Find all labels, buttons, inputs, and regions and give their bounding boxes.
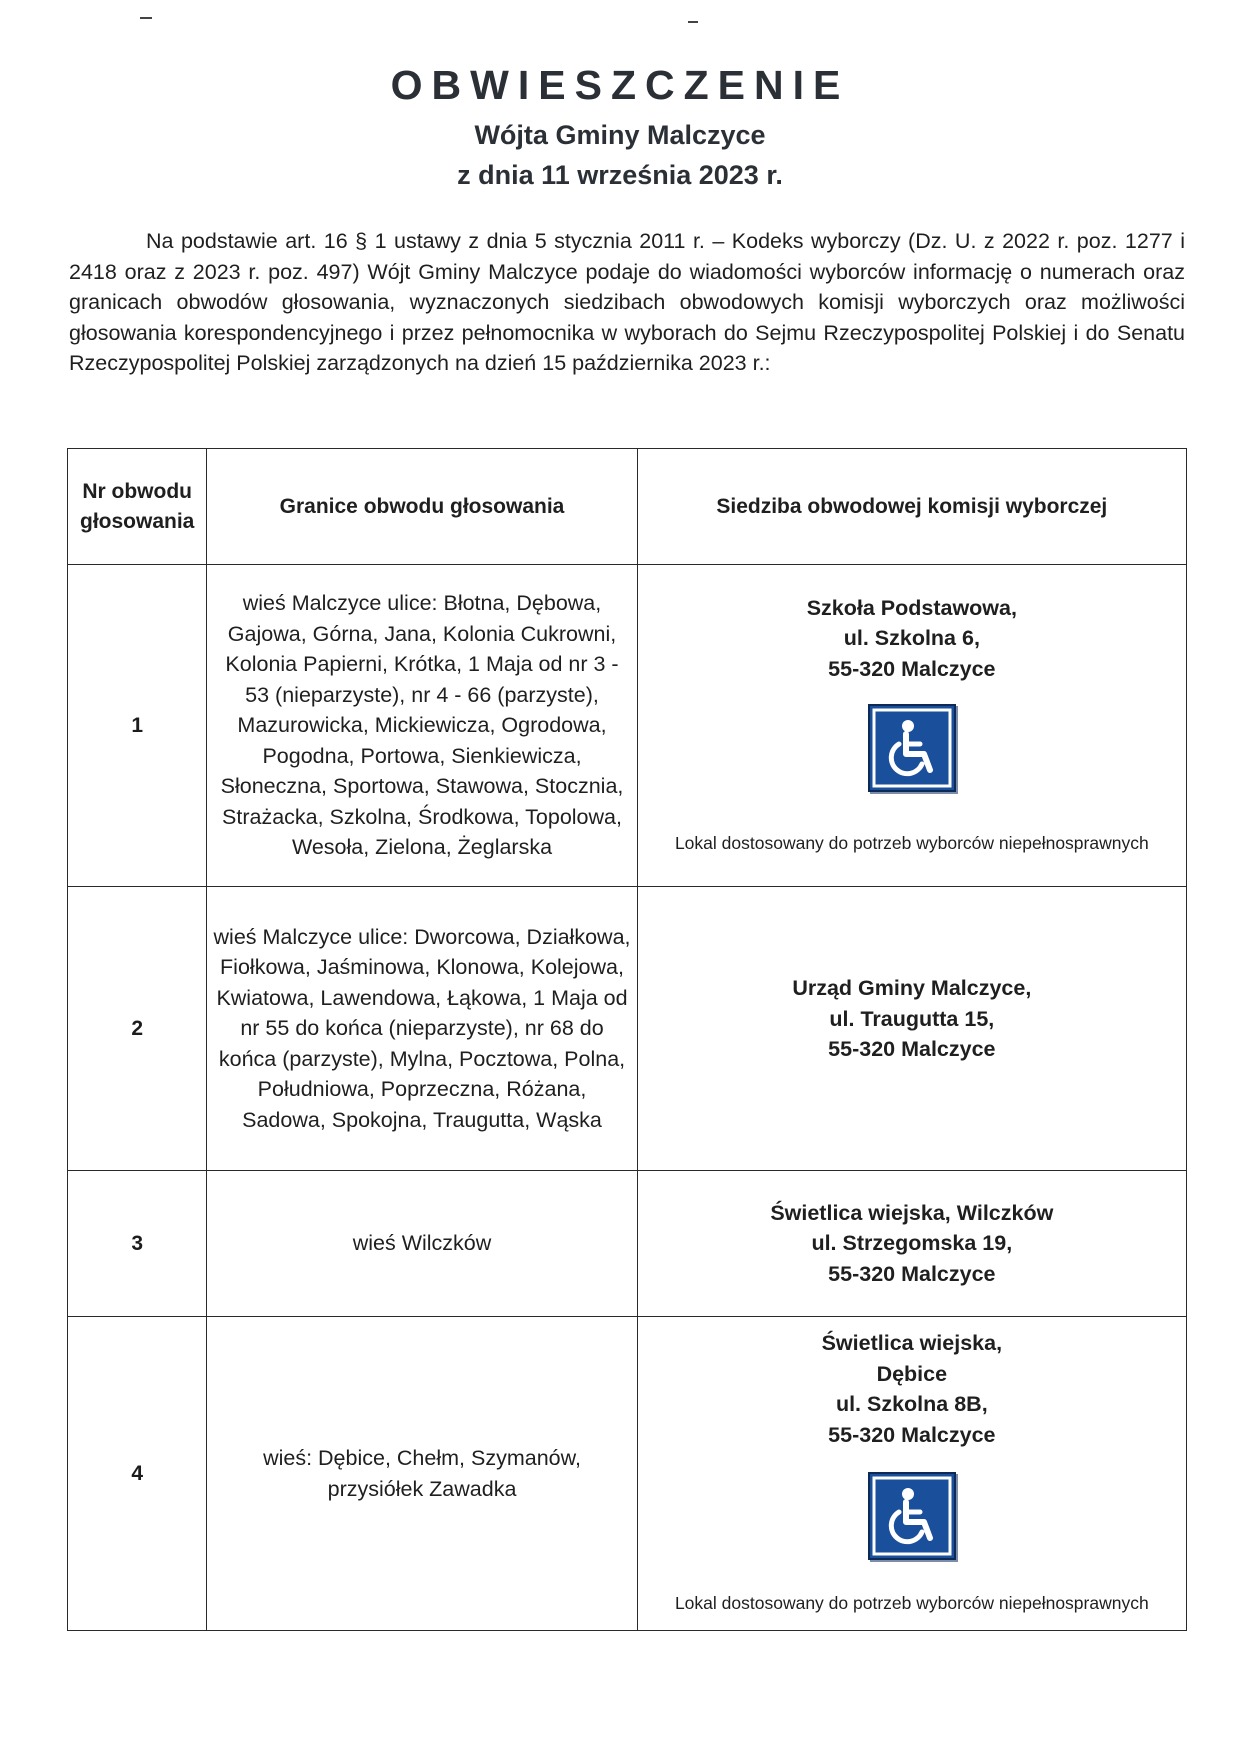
district-seat — [637, 887, 1186, 1171]
seat-line: ul. Szkolna 8B, — [835, 1392, 988, 1417]
seat-line: 55-320 Malczyce — [828, 1261, 996, 1286]
seat-line: Świetlica wiejska, Wilczków — [770, 1200, 1054, 1225]
seat-line: Szkoła Podstawowa, — [806, 595, 1017, 620]
scan-artifact — [688, 21, 698, 23]
district-seat — [637, 1171, 1186, 1317]
district-bounds: wieś: Dębice, Chełm, Szymanów, przysiółek Zawadka — [207, 1317, 637, 1631]
seat-line: ul. Strzegomska 19, — [811, 1231, 1013, 1256]
district-bounds: wieś Malczyce ulice: Błotna, Dębowa, Gajowa, Górna, Jana, Kolonia Cukrowni, Kolonia Papierni, Krótka, 1 Maja od nr 3 - 53 (nieparzyste), nr 4 - 66 (parzyste), Mazurowicka, Mickiewicza, Ogrodowa, Pogodna, Portowa, Sienkiewicza, Słoneczna, Sportowa, Stawowa, Stocznia, Strażacka, Szkolna, Środkowa, Topolowa, Wesoła, Zielona, Żeglarska — [207, 565, 637, 887]
accessibility-note: Lokal dostosowany do potrzeb wyborców niepełnosprawnych — [674, 1593, 1149, 1614]
table-row — [68, 565, 1187, 887]
polling-districts-table — [67, 448, 1187, 1631]
seat-line: Urząd Gminy Malczyce, — [792, 976, 1032, 1000]
document-date: z dnia 11 września 2023 r. — [457, 160, 783, 190]
seat-line: 55-320 Malczyce — [828, 1037, 996, 1061]
header-nr: Nr obwodu głosowania — [68, 449, 207, 565]
intro-paragraph: Na podstawie art. 16 § 1 ustawy z dnia 5 stycznia 2011 r. – Kodeks wyborczy (Dz. U. z 2022 r. poz. 1277 i 2418 oraz z 2023 r. poz. 497) Wójt Gminy Malczyce podaje do wiadomości wyborców informację o numerach oraz granicach obwodów głosowania, wyznaczonych siedzibach obwodowych komisji wyborczych oraz możliwości głosowania korespondencyjnego i przez pełnomocnika w wyborach do Sejmu Rzeczypospolitej Polskiej i do Senatu Rzeczypospolitej Polskiej zarządzonych na dzień 15 października 2023 r.: — [69, 229, 1185, 375]
table-header-row — [68, 449, 1187, 565]
seat-line: Świetlica wiejska, — [821, 1331, 1003, 1356]
seat-line: ul. Szkolna 6, — [843, 626, 980, 650]
district-number: 1 — [68, 565, 207, 887]
wheelchair-icon — [868, 1472, 956, 1560]
document-issuer: Wójta Gminy Malczyce — [474, 120, 766, 150]
accessibility-note: Lokal dostosowany do potrzeb wyborców niepełnosprawnych — [674, 833, 1149, 853]
district-bounds: wieś Wilczków — [207, 1171, 637, 1317]
document-title: OBWIESZCZENIE — [390, 62, 850, 108]
scan-artifact — [140, 17, 152, 19]
district-number: 2 — [68, 887, 207, 1171]
seat-line: 55-320 Malczyce — [828, 656, 996, 681]
seat-line: 55-320 Malczyce — [828, 1422, 996, 1447]
header-bounds: Granice obwodu głosowania — [207, 449, 637, 565]
district-number: 4 — [68, 1317, 207, 1631]
seat-line: Dębice — [876, 1361, 948, 1386]
table-row — [68, 1171, 1187, 1317]
district-number: 3 — [68, 1171, 207, 1317]
table-row — [68, 887, 1187, 1171]
header-seat: Siedziba obwodowej komisji wyborczej — [637, 449, 1186, 565]
wheelchair-icon — [868, 704, 956, 792]
district-seat — [637, 1317, 1186, 1631]
table-row — [68, 1317, 1187, 1631]
district-seat — [637, 565, 1186, 887]
district-bounds: wieś Malczyce ulice: Dworcowa, Działkowa, Fiołkowa, Jaśminowa, Klonowa, Kolejowa, Kwiatowa, Lawendowa, Łąkowa, 1 Maja od nr 55 do końca (nieparzyste), nr 68 do końca (parzyste), Mylna, Pocztowa, Polna, Południowa, Poprzeczna, Różana, Sadowa, Spokojna, Traugutta, Wąska — [207, 887, 637, 1171]
seat-line: ul. Traugutta 15, — [829, 1006, 995, 1031]
